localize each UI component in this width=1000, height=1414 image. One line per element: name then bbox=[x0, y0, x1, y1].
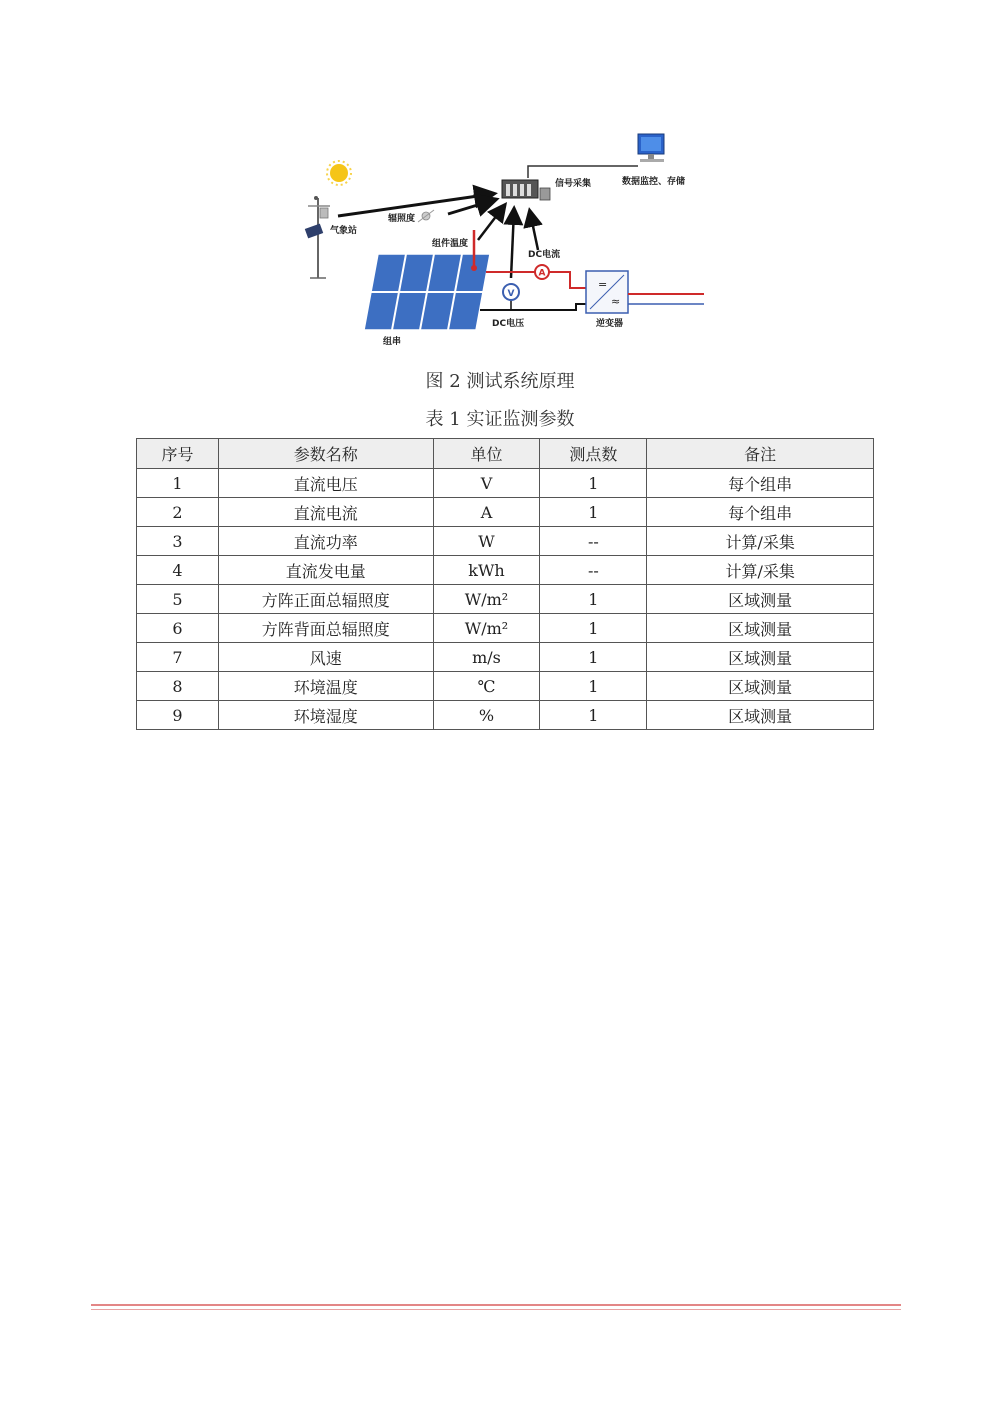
cell-remark: 区域测量 bbox=[647, 701, 874, 730]
cell-remark: 每个组串 bbox=[647, 469, 874, 498]
cell-unit: A bbox=[433, 498, 540, 527]
footer-rule-thin bbox=[91, 1309, 901, 1310]
computer-icon bbox=[638, 134, 664, 162]
temperature-probe-icon bbox=[471, 265, 477, 271]
label-irradiance: 辐照度 bbox=[388, 214, 416, 224]
label-inverter: 逆变器 bbox=[596, 319, 624, 329]
pyranometer-icon bbox=[418, 210, 434, 222]
sun-icon bbox=[327, 161, 351, 185]
cell-point-count: 1 bbox=[540, 585, 647, 614]
ammeter-symbol: A bbox=[538, 268, 546, 279]
label-dc-current: DC电流 bbox=[528, 250, 561, 260]
table-row bbox=[137, 527, 874, 556]
table-header-row bbox=[137, 439, 874, 469]
voltmeter-icon bbox=[503, 284, 519, 300]
cell-parameter-name: 直流发电量 bbox=[218, 556, 433, 585]
cell-remark: 区域测量 bbox=[647, 614, 874, 643]
cell-index: 9 bbox=[137, 701, 219, 730]
label-signal-collection: 信号采集 bbox=[555, 179, 592, 189]
table-row bbox=[137, 614, 874, 643]
cell-unit: m/s bbox=[433, 643, 540, 672]
signal-collector-icon bbox=[502, 180, 550, 200]
cell-unit: W bbox=[433, 527, 540, 556]
cell-point-count: 1 bbox=[540, 643, 647, 672]
cell-unit: V bbox=[433, 469, 540, 498]
cell-unit: % bbox=[433, 701, 540, 730]
dc-negative-wire bbox=[480, 304, 586, 310]
table-row bbox=[137, 469, 874, 498]
inverter-dc-symbol: = bbox=[598, 278, 608, 291]
monitoring-parameters-table bbox=[136, 438, 874, 730]
cell-remark: 区域测量 bbox=[647, 585, 874, 614]
label-data-monitoring: 数据监控、存储 bbox=[622, 177, 686, 187]
cell-point-count: 1 bbox=[540, 701, 647, 730]
cell-remark: 区域测量 bbox=[647, 643, 874, 672]
arrow-voltage-to-collector bbox=[511, 210, 514, 278]
inverter-icon bbox=[586, 271, 628, 313]
table-caption: 表 1 实证监测参数 bbox=[425, 409, 575, 430]
cell-point-count: 1 bbox=[540, 498, 647, 527]
cell-parameter-name: 方阵正面总辐照度 bbox=[218, 585, 433, 614]
table-row bbox=[137, 701, 874, 730]
table-row bbox=[137, 585, 874, 614]
cell-parameter-name: 环境湿度 bbox=[218, 701, 433, 730]
system-diagram-svg bbox=[280, 128, 720, 353]
footer-rule bbox=[91, 1304, 901, 1306]
header-point-count: 测点数 bbox=[540, 439, 647, 469]
cell-index: 6 bbox=[137, 614, 219, 643]
ammeter-icon bbox=[535, 265, 549, 279]
cell-index: 3 bbox=[137, 527, 219, 556]
cell-parameter-name: 风速 bbox=[218, 643, 433, 672]
label-module-temperature: 组件温度 bbox=[432, 239, 469, 249]
table-row bbox=[137, 672, 874, 701]
arrow-station-to-collector bbox=[338, 194, 492, 216]
table-row bbox=[137, 556, 874, 585]
inverter-ac-symbol: ≈ bbox=[611, 295, 621, 308]
cell-unit: ℃ bbox=[433, 672, 540, 701]
cell-index: 1 bbox=[137, 469, 219, 498]
cell-remark: 每个组串 bbox=[647, 498, 874, 527]
cell-unit: W/m² bbox=[433, 585, 540, 614]
figure-caption: 图 2 测试系统原理 bbox=[425, 371, 575, 392]
header-parameter-name: 参数名称 bbox=[218, 439, 433, 469]
voltmeter-symbol: V bbox=[507, 289, 515, 299]
cell-parameter-name: 环境温度 bbox=[218, 672, 433, 701]
arrow-irradiance-to-collector bbox=[448, 200, 494, 214]
cell-index: 7 bbox=[137, 643, 219, 672]
label-dc-voltage: DC电压 bbox=[492, 319, 525, 329]
cell-index: 4 bbox=[137, 556, 219, 585]
cell-parameter-name: 直流电压 bbox=[218, 469, 433, 498]
cell-point-count: 1 bbox=[540, 672, 647, 701]
table-row bbox=[137, 643, 874, 672]
cell-unit: kWh bbox=[433, 556, 540, 585]
header-remark: 备注 bbox=[647, 439, 874, 469]
cell-parameter-name: 直流电流 bbox=[218, 498, 433, 527]
cell-index: 5 bbox=[137, 585, 219, 614]
cell-remark: 区域测量 bbox=[647, 672, 874, 701]
cell-index: 8 bbox=[137, 672, 219, 701]
system-diagram bbox=[280, 128, 720, 353]
cell-index: 2 bbox=[137, 498, 219, 527]
cell-point-count: -- bbox=[540, 527, 647, 556]
cell-remark: 计算/采集 bbox=[647, 527, 874, 556]
header-unit: 单位 bbox=[433, 439, 540, 469]
cell-point-count: 1 bbox=[540, 614, 647, 643]
cell-unit: W/m² bbox=[433, 614, 540, 643]
arrow-current-to-collector bbox=[530, 212, 538, 250]
cell-remark: 计算/采集 bbox=[647, 556, 874, 585]
cell-point-count: -- bbox=[540, 556, 647, 585]
cell-parameter-name: 方阵背面总辐照度 bbox=[218, 614, 433, 643]
header-index: 序号 bbox=[137, 439, 219, 469]
table-row bbox=[137, 498, 874, 527]
weather-station-icon bbox=[305, 196, 330, 278]
label-string: 组串 bbox=[383, 337, 402, 347]
cell-parameter-name: 直流功率 bbox=[218, 527, 433, 556]
cell-point-count: 1 bbox=[540, 469, 647, 498]
label-weather-station: 气象站 bbox=[330, 226, 358, 236]
arrow-temperature-to-collector bbox=[478, 206, 504, 240]
pv-string-icon bbox=[364, 254, 490, 330]
